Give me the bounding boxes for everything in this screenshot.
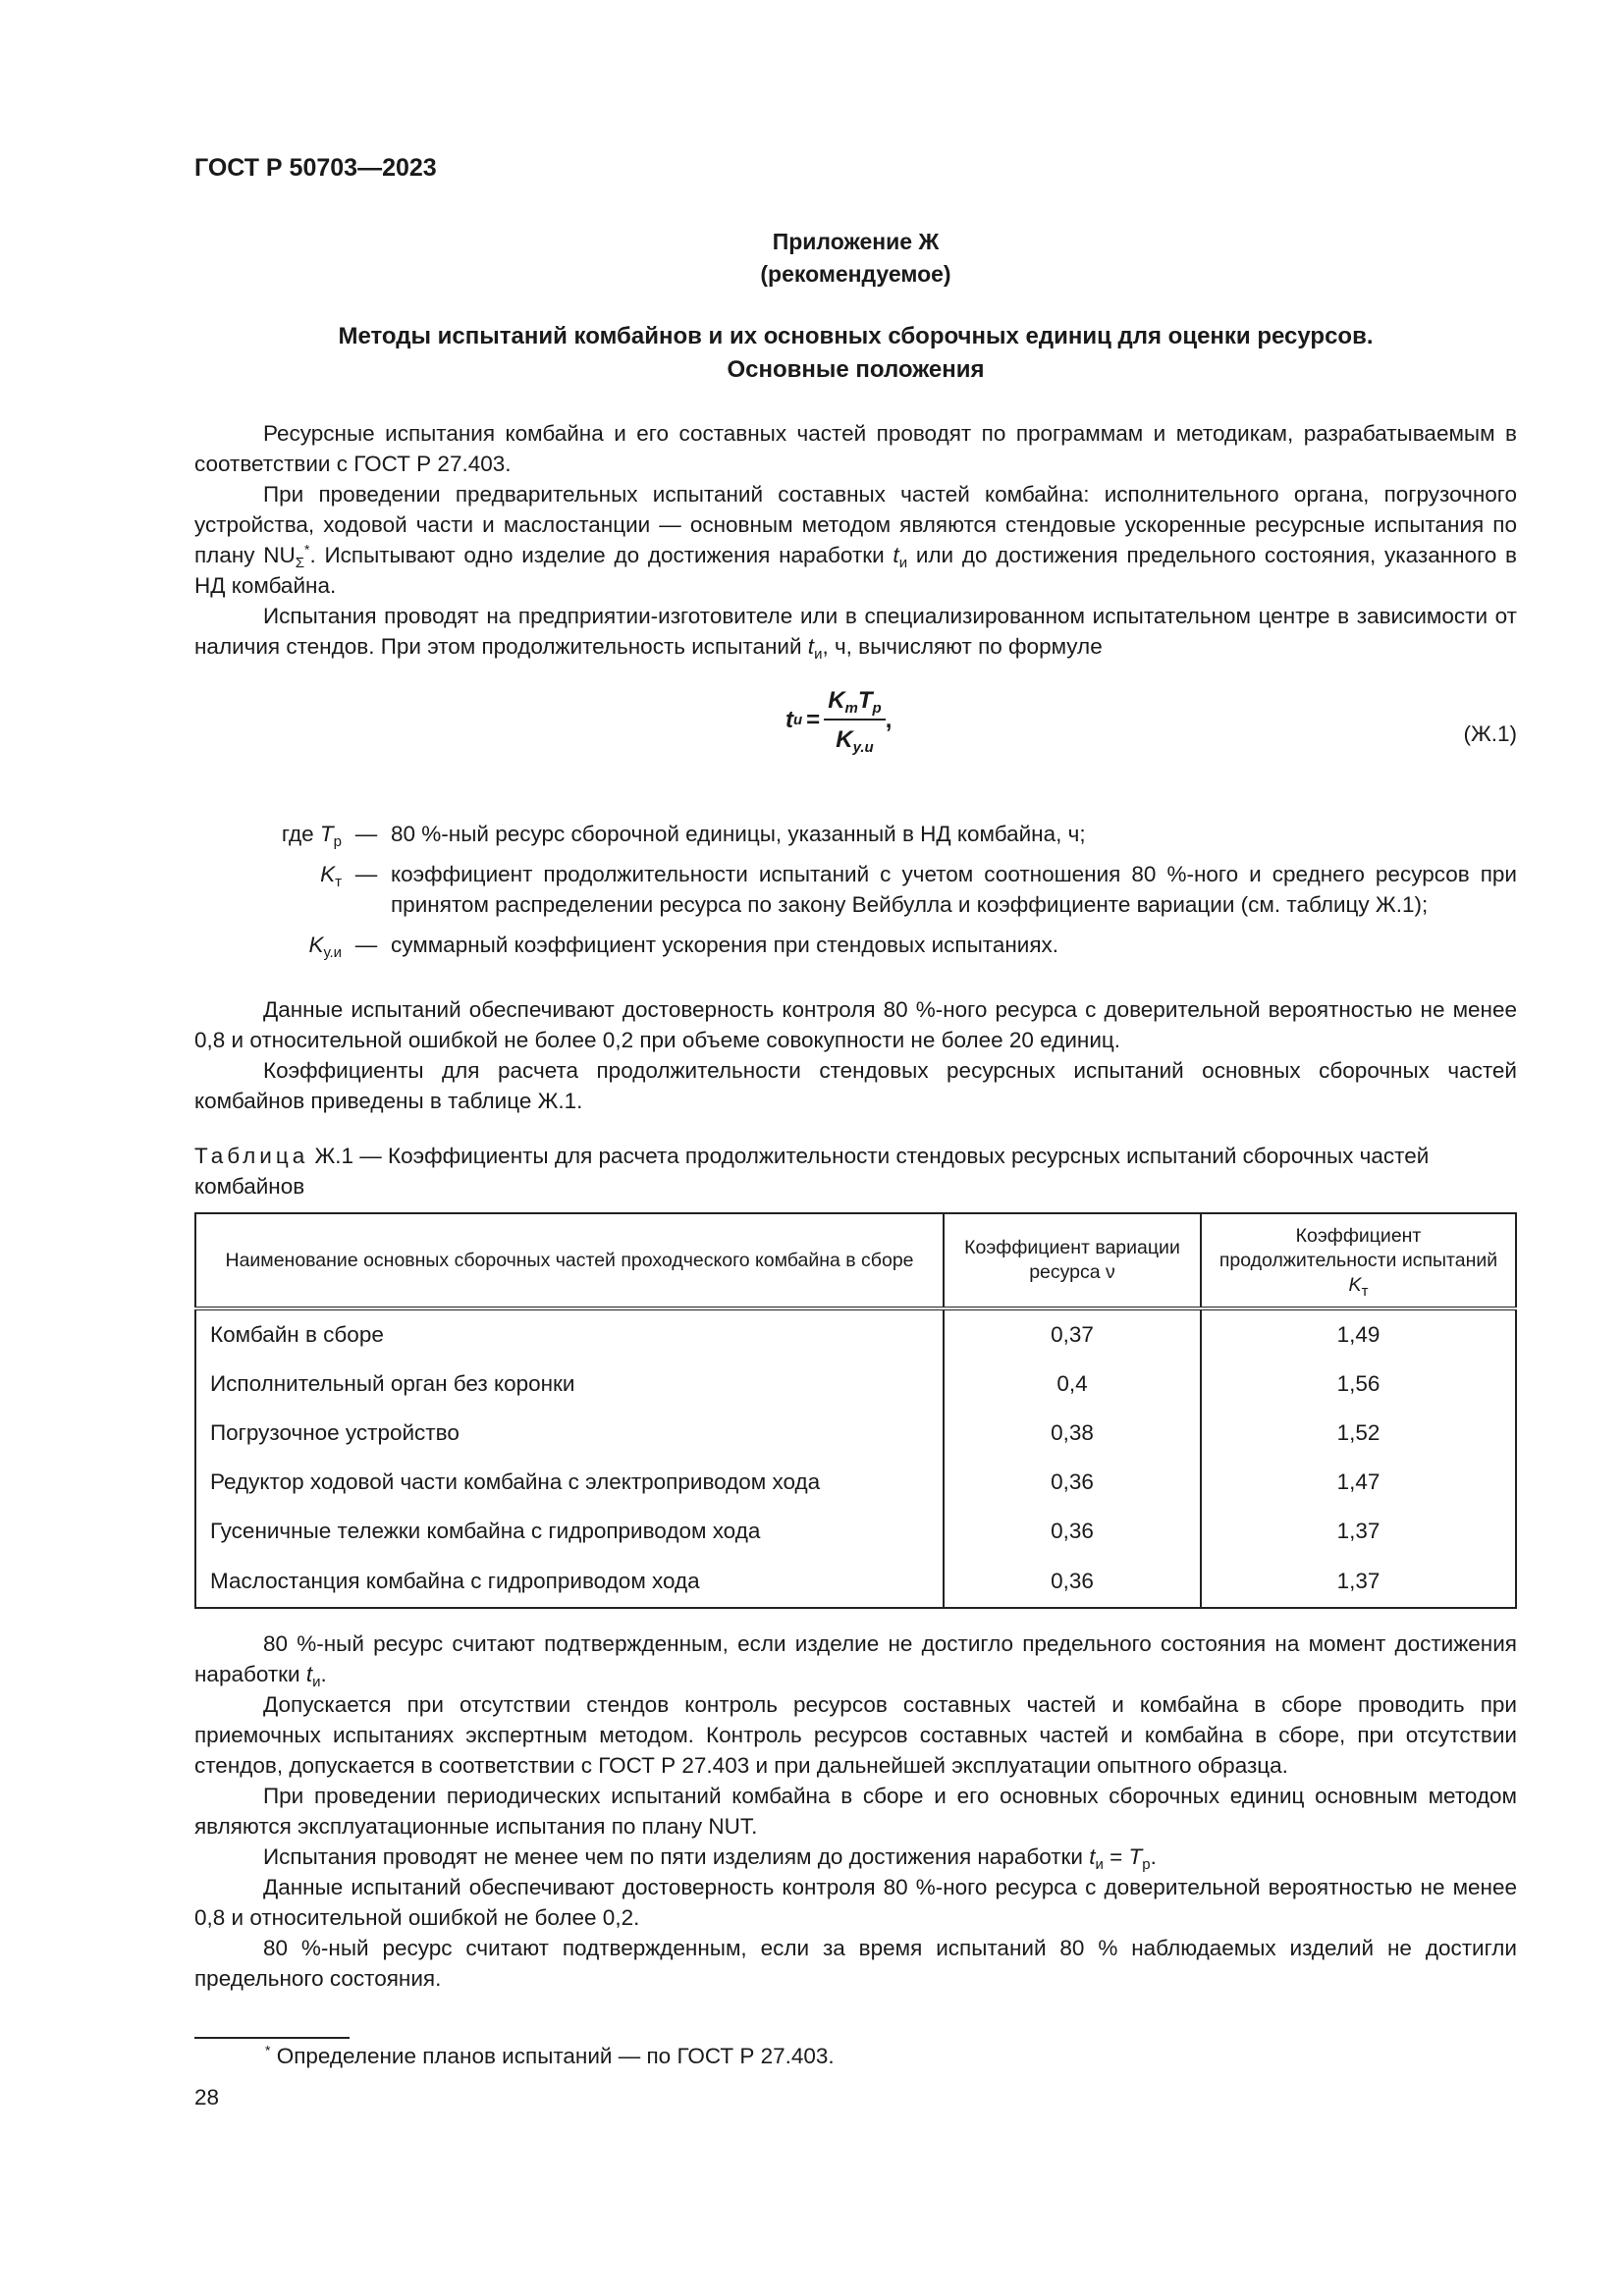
cell-variation: 0,36	[944, 1458, 1201, 1507]
paragraph: Ресурсные испытания комбайна и его составных частей проводят по программам и методикам, разрабатываемым в соответствии с ГОСТ Р 27.403.	[194, 421, 1517, 476]
definitions-list	[194, 819, 1517, 960]
definition-symbol: $K_т$	[320, 862, 342, 890]
paragraph: Испытания проводят на предприятии-изготовителе или в специализированном испытательном центре в зависимости от наличия стендов. При этом продолжительность испытаний $t_и$, ч, вычисляют по формуле	[194, 604, 1517, 663]
page-number: 28	[194, 2085, 220, 2109]
definition-text: коэффициент продолжительности испытаний с учетом соотношения 80 %-ного и среднего ресурсов при принятом распределении ресурса по закону Вейбулла и коэффициенте вариации (см. таблицу Ж.1);	[391, 862, 1517, 917]
definition-text: суммарный коэффициент ускорения при стендовых испытаниях.	[391, 933, 1059, 957]
table-header-row	[195, 1213, 1516, 1308]
cell-duration: 1,49	[1201, 1308, 1516, 1360]
header-duration: Коэффициент продолжительности испытаний $K_т$	[1201, 1213, 1516, 1308]
cell-name: Погрузочное устройство	[195, 1409, 944, 1458]
table-row	[195, 1409, 1516, 1458]
formula: t и = $K_тT_р$ $K_{у.и}$ ,	[785, 687, 893, 756]
formula-number: (Ж.1)	[1463, 721, 1517, 746]
paragraph: Коэффициенты для расчета продолжительности стендовых ресурсных испытаний основных сборочных частей комбайнов приведены в таблице Ж.1.	[194, 1058, 1517, 1113]
table-row	[195, 1458, 1516, 1507]
paragraph: 80 %-ный ресурс считают подтвержденным, если изделие не достигло предельного состояния на момент достижения наработки $t_и$.	[194, 1631, 1517, 1690]
document-id: ГОСТ Р 50703—2023	[194, 154, 437, 182]
coefficients-table	[194, 1212, 1517, 1609]
cell-duration: 1,37	[1201, 1507, 1516, 1556]
cell-variation: 0,36	[944, 1556, 1201, 1608]
cell-duration: 1,47	[1201, 1458, 1516, 1507]
cell-name: Гусеничные тележки комбайна с гидроприводом хода	[195, 1507, 944, 1556]
table-row	[195, 1360, 1516, 1409]
definition-symbol: $K_{у.и}$	[308, 933, 342, 961]
table-row	[195, 1507, 1516, 1556]
definition-text: 80 %-ный ресурс сборочной единицы, указанный в НД комбайна, ч;	[391, 822, 1086, 846]
title-line: Основные положения	[727, 356, 985, 383]
cell-duration: 1,56	[1201, 1360, 1516, 1409]
table-row	[195, 1556, 1516, 1608]
definition-symbol: где $T_р$	[281, 822, 342, 850]
header-name: Наименование основных сборочных частей проходческого комбайна в сборе	[195, 1213, 944, 1308]
cell-name: Редуктор ходовой части комбайна с электроприводом хода	[195, 1458, 944, 1507]
cell-variation: 0,36	[944, 1507, 1201, 1556]
appendix-subtitle: (рекомендуемое)	[760, 261, 951, 287]
paragraph: При проведении периодических испытаний комбайна в сборе и его основных сборочных единиц основным методом являются эксплуатационные испытания по плану NUT.	[194, 1784, 1517, 1839]
cell-variation: 0,38	[944, 1409, 1201, 1458]
closing-text	[194, 1629, 1517, 1994]
fraction: $K_тT_р$ $K_{у.и}$	[824, 687, 886, 754]
appendix-title: Приложение Ж	[772, 229, 940, 254]
paragraph: Данные испытаний обеспечивают достоверность контроля 80 %-ного ресурса с доверительной вероятностью не менее 0,8 и относительной ошибкой не более 0,2.	[194, 1875, 1517, 1930]
section-title	[194, 320, 1517, 387]
cell-duration: 1,52	[1201, 1409, 1516, 1458]
footnote: * Определение планов испытаний — по ГОСТ Р 27.403.	[265, 2042, 835, 2068]
paragraph: 80 %-ный ресурс считают подтвержденным, если за время испытаний 80 % наблюдаемых изделий не достигли предельного состояния.	[194, 1936, 1517, 1991]
cell-name: Маслостанция комбайна с гидроприводом хода	[195, 1556, 944, 1608]
dash: —	[354, 933, 378, 957]
paragraph: Допускается при отсутствии стендов контроль ресурсов составных частей и комбайна в сборе проводить при приемочных испытаниях экспертным методом. Контроль ресурсов составных частей и комбайна в сборе, при отсутствии стендов, допускается в соответствии с ГОСТ Р 27.403 и при дальнейшей эксплуатации опытного образца.	[194, 1692, 1517, 1778]
intro-text	[194, 418, 1517, 662]
table-caption: Таблица Ж.1 — Коэффициенты для расчета продолжительности стендовых ресурсных испытаний сборочных частей комбайнов	[194, 1144, 1430, 1199]
paragraph: Данные испытаний обеспечивают достоверность контроля 80 %-ного ресурса с доверительной вероятностью не менее 0,8 и относительной ошибкой не более 0,2 при объеме совокупности не более 20 единиц.	[194, 997, 1517, 1052]
footnote-divider	[194, 2037, 350, 2039]
appendix-heading	[194, 226, 1517, 291]
cell-name: Комбайн в сборе	[195, 1308, 944, 1360]
header-variation: Коэффициент вариации ресурса ν	[944, 1213, 1201, 1308]
paragraph: Испытания проводят не менее чем по пяти изделиям до достижения наработки $t_и = T_р$.	[263, 1844, 1157, 1873]
title-line: Методы испытаний комбайнов и их основных сборочных единиц для оценки ресурсов.	[338, 323, 1374, 349]
table-row	[195, 1308, 1516, 1360]
cell-variation: 0,37	[944, 1308, 1201, 1360]
cell-duration: 1,37	[1201, 1556, 1516, 1608]
after-definitions-text	[194, 994, 1517, 1116]
cell-variation: 0,4	[944, 1360, 1201, 1409]
dash: —	[354, 822, 378, 846]
paragraph: При проведении предварительных испытаний составных частей комбайна: исполнительного органа, погрузочного устройства, ходовой части и маслостанции — основным методом являются стендовые ускоренные ресурсные испытания по плану $NU_\Sigma^*$. Испытывают одно изделие до достижения наработки $t_и$ или до достижения предельного состояния, указанного в НД комбайна.	[194, 482, 1517, 598]
cell-name: Исполнительный орган без коронки	[195, 1360, 944, 1409]
dash: —	[354, 862, 378, 886]
